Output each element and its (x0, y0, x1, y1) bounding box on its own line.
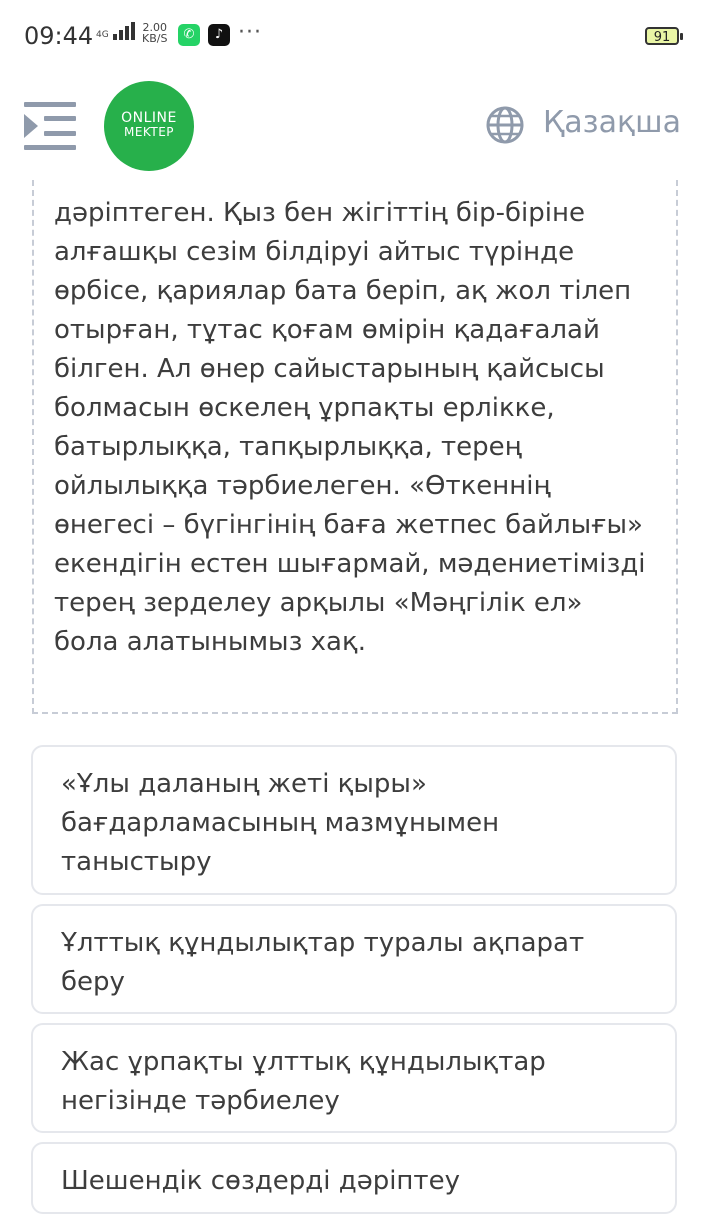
globe-icon[interactable] (486, 106, 524, 144)
battery-icon: 91 (645, 27, 679, 45)
speed-value: 2.00 (142, 21, 167, 34)
network-type: 4G (96, 30, 109, 40)
logo-line2: MEKTEP (123, 125, 175, 139)
reading-passage (32, 180, 678, 714)
logo-line1: ONLINE (121, 110, 177, 126)
tiktok-icon: ♪ (208, 24, 230, 46)
app-header (0, 80, 714, 180)
menu-icon[interactable] (24, 102, 76, 150)
signal-icon (96, 22, 135, 40)
passage-text: дәріптеген. Қыз бен жігіттің бір-біріне алғашқы сезім білдіруі айтыс түрінде өрбісе, қариялар бата беріп, ақ жол тілеп отырған, тұтас қоғам өмірін қадағалай білген. Ал өнер сайыстарының қайсысы болмасын өскелең ұрпақты ерлікке, батырлыққа, тапқырлыққа, терең ойлылыққа тәрбиелеген. «Өткеннің өнегесі – бүгінгінің баға жетпес байлығы» екендігін естен шығармай, мәдениетімізді терең зерделеу арқылы «Мәңгілік ел» бола алатынымыз хақ. (54, 198, 646, 657)
status-bar (0, 0, 714, 72)
answer-option-3[interactable]: Жас ұрпақты ұлттық құндылықтар негізінде тәрбиелеу (31, 1023, 677, 1133)
answer-option-2[interactable]: Ұлттық құндылықтар туралы ақпарат беру (31, 904, 677, 1014)
answer-option-1[interactable]: «Ұлы даланың жеті қыры» бағдарламасының мазмұнымен таныстыру (31, 745, 677, 895)
status-time: 09:44 (24, 22, 94, 50)
network-speed (142, 22, 167, 44)
speed-unit: KB/S (142, 32, 168, 45)
more-notifications-icon: ··· (238, 20, 262, 45)
answer-option-4[interactable]: Шешендік сөздерді дәріптеу (31, 1142, 677, 1214)
whatsapp-icon: ✆ (178, 24, 200, 46)
online-mektep-logo[interactable] (104, 81, 194, 171)
language-selector[interactable]: Қазақша (543, 105, 681, 140)
